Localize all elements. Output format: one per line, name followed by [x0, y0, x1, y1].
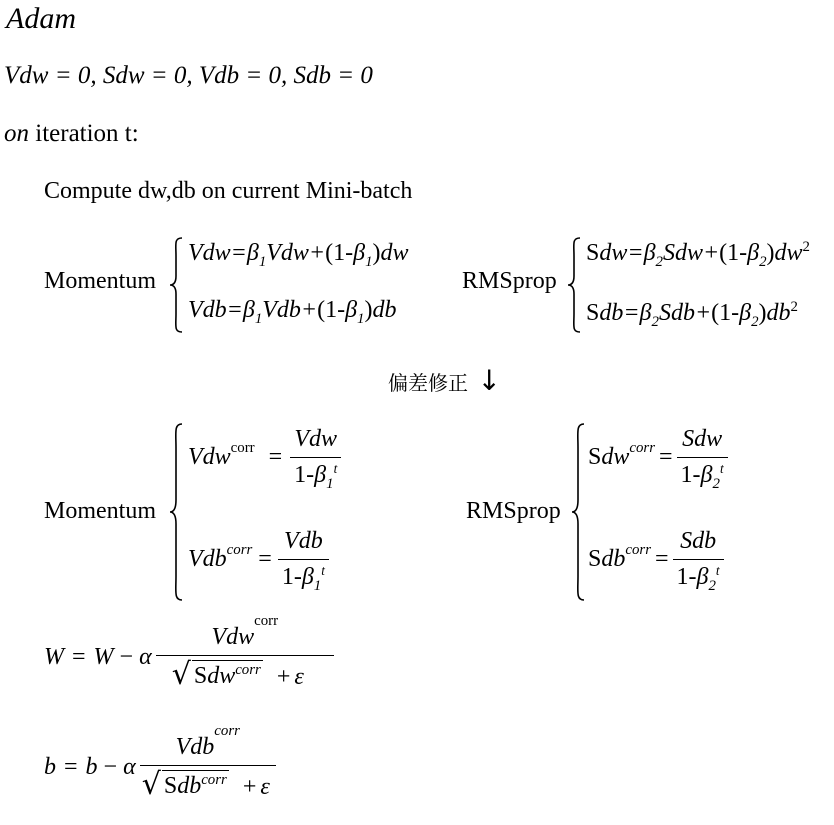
bias-correction-text: 偏差修正 [388, 371, 468, 395]
iteration-on: on [4, 120, 29, 147]
b-update-eq: b = b − α Vdb$^{corr}$ √ Sdb$^{corr}$ + ε [44, 734, 276, 801]
iteration-line [4, 120, 139, 148]
rmsprop-brace-1 [566, 236, 582, 334]
rmsprop-corr-label: RMSprop [466, 498, 561, 524]
sdw-corr-eq: Sdw $^{corr}$ = $\frac{\text{Sdw}}{1-\beta_2^t}$ [588, 426, 728, 489]
w-update-eq: W = W − α Vdw$^{corr}$ √ Sdw$^{corr}$ + ε [44, 624, 334, 691]
vdw-corr-eq: Vdw $^{corr}$ = $\frac{\text{Vdw}}{1-\beta_1^t}$ [188, 426, 341, 489]
rmsprop-brace-2 [570, 422, 586, 602]
momentum-corr-label: Momentum [44, 498, 156, 524]
iteration-rest: iteration t: [29, 120, 139, 147]
momentum-brace-1 [168, 236, 184, 334]
sdw-update-eq: $Sdw=\beta_2Sdw+(1-\beta_2)dw^2$ [586, 239, 810, 270]
sdb-corr-eq: Sdb $^{corr}$ = $\frac{\text{Sdb}}{1-\beta_2^t}$ [588, 528, 724, 591]
momentum-update-label: Momentum [44, 268, 156, 294]
vdb-update-eq: $Vdb=\beta_1Vdb+(1-\beta_1)db$ [188, 297, 397, 327]
down-arrow-icon: ↓ [477, 364, 501, 397]
init-text: Vdw = 0, Sdw = 0, Vdb = 0, Sdb = 0 [4, 62, 373, 89]
init-line [4, 62, 373, 90]
compute-line: Compute dw,db on current Mini-batch [44, 178, 413, 204]
sdb-update-eq: $Sdb=\beta_2Sdb+(1-\beta_2)db^2$ [586, 299, 798, 330]
bias-correction-note [388, 364, 501, 397]
vdb-corr-eq: Vdb $^{corr}$ = $\frac{\text{Vdb}}{1-\beta_1^t}$ [188, 528, 329, 591]
vdw-update-eq: $Vdw=\beta_1Vdw+(1-\beta_1)dw$ [188, 240, 409, 270]
momentum-brace-2 [168, 422, 184, 602]
rmsprop-update-label: RMSprop [462, 268, 557, 294]
title: Adam [6, 2, 76, 35]
